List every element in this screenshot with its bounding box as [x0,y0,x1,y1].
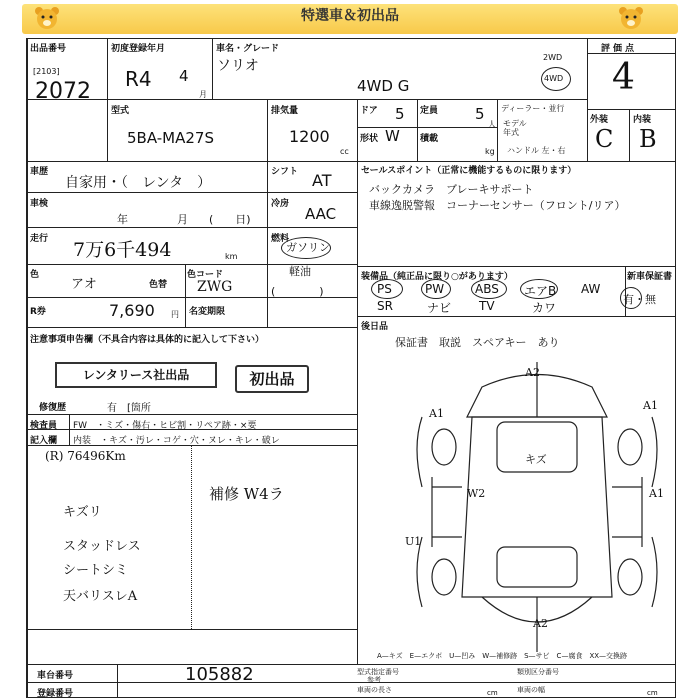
grid-line [27,99,587,100]
stamp-first: 初出品 [235,365,309,393]
equip-airbag: エアB [524,284,557,298]
mileage-value: 7万6千494 [73,239,172,261]
recycle-value: 有・無 [623,293,656,306]
grid-line [212,39,213,99]
equip-abs: ABS [475,282,499,296]
grid-line [185,297,186,327]
inspection-day: ( 日) [209,213,251,226]
grid-line [357,266,675,267]
grid-line [357,127,497,128]
grid-line [117,664,118,697]
after-value: 保証書 取説 スペアキー あり [395,336,560,349]
equipment-label: 装備品（純正品に限り○があります） [361,272,513,282]
equip-tv: TV [479,299,495,313]
fuel-bracket: ( ) [271,285,324,298]
grid-line [587,53,675,54]
car-name: ソリオ [217,58,259,74]
equip-circle [471,279,507,299]
history-value: 自家用・（ レンタ ） [65,175,212,191]
fuel-gas: ガソリン [286,241,330,254]
hw-note-3: シートシミ [63,563,129,578]
equip-sr: SR [377,299,393,313]
grid-line [417,99,418,161]
color-base-label: 色替 [149,280,168,290]
diag-a1-side: A1 [649,487,664,500]
grid-line [587,109,675,110]
dealer-label: ディーラー・並行 [501,104,565,113]
ac-label: 冷房 [271,199,290,209]
footer-class: 類別区分番号 [517,668,559,676]
hw-odometer: (R) 76496Km [45,449,126,463]
inspector-row1: FW ・ミズ・傷右・ヒビ割・リペア跡・×要 [73,421,257,431]
history-label: 車歴 [30,167,49,177]
doors-label: ドア [360,106,378,116]
after-label: 後日品 [361,322,389,332]
equip-circle [421,279,451,299]
chassis-label: 車台番号 [37,671,74,681]
displacement-unit: cc [340,147,349,156]
car-grade: 4WD G [357,77,410,95]
plate-label: 登録番号 [37,689,74,699]
grid-line [27,682,675,683]
exterior-value: C [595,125,614,153]
inspection-label: 車検 [30,199,49,209]
grid-line [357,316,675,317]
lot-number: 2072 [35,79,91,104]
color-label: 色 [30,270,40,280]
model-label: 型式 [111,106,130,116]
registration-year: R4 [125,67,152,91]
hw-note-1: キズリ [63,505,102,520]
footer-length: 車両の長さ [357,686,392,694]
load-unit: kg [485,147,495,156]
color-value: アオ [71,277,97,292]
repair-value: 有 [箇所 [107,403,151,414]
seats-value: 5 [475,105,485,123]
equip-leather: カワ [532,301,557,315]
inspector-row2: 内装 ・キズ・汚レ・コゲ・穴・ヌレ・キレ・破レ [73,436,280,446]
registration-month: 4 [179,67,189,85]
diagram-legend: A—キズ E—エクボ U—凹み W—補修跡 S—サビ C—腐食 XX—交換跡 [377,652,628,660]
sales-label: セールスポイント（正常に機能するものに限ります） [361,166,577,176]
grid-line [185,264,186,297]
footer-ref: 参考 [367,676,381,684]
recycle-label: 新車保証書 [627,272,673,282]
inspection-month: 月 [177,213,188,226]
shift-value: AT [312,171,332,190]
banner-title: 特選車＆初出品 [301,8,399,24]
equip-aw: AW [581,282,601,296]
fuel-label: 燃料 [271,234,290,244]
diag-a1-right: A1 [643,399,658,412]
price-label: R券 [30,307,46,317]
fuel-diesel: 軽油 [289,265,311,278]
equip-navi: ナビ [427,301,452,315]
grid-line [629,109,630,161]
drive-2wd: 2WD [543,53,563,62]
rating-label: 評価点 [601,44,638,54]
equip-circle [520,279,558,299]
chassis-value: 105882 [185,664,254,685]
diag-roof: キズ [525,453,547,466]
equip-ps: PS [377,282,392,296]
grid-line [267,297,268,327]
grid-line [27,192,357,193]
rating-value: 4 [612,57,635,98]
grid-line [27,39,28,697]
inspector-label2: 記入欄 [30,436,58,446]
grid-line [27,327,357,328]
hw-repair-note: 補修 W4ラ [209,485,284,503]
displacement-value: 1200 [289,127,330,146]
diag-w2: W2 [467,487,486,500]
inspector-label: 検査員 [30,421,58,431]
grid-line [27,629,357,630]
shape-label: 形状 [360,134,379,144]
interior-label: 内装 [633,115,652,125]
recycle-circle [620,287,642,309]
seats-label: 定員 [420,106,439,116]
grid-line [27,227,357,228]
grid-line [27,664,675,665]
sales-line1: バックカメラ ブレーキサポート [369,183,534,196]
equip-circle [371,279,403,299]
notes-label: 注意事項申告欄（不具合内容は具体的に記入して下さい） [30,335,265,345]
stamp-rental: レンタリース社出品 [55,362,217,388]
grid-line [27,414,357,415]
grid-line [27,161,675,162]
hw-note-2: スタッドレス [63,539,141,554]
grid-line [69,414,70,445]
grid-line [107,39,108,161]
price-unit: 円 [171,310,179,319]
grid-line [357,99,358,664]
auction-sheet [26,38,676,698]
lot-label: 出品番号 [30,44,67,54]
handle-label: ハンドル 左・右 [507,146,566,155]
grid-line [587,39,588,161]
footer-cm: cm [647,689,658,697]
registration-month-unit: 月 [199,90,207,99]
lot-sub: [2103] [33,67,60,76]
diag-a1-left: A1 [429,407,444,420]
displacement-label: 排気量 [271,106,299,116]
footer-width: 車両の幅 [517,686,545,694]
exterior-label: 外装 [590,115,609,125]
drive-4wd: 4WD [544,74,564,83]
shape-value: W [385,127,400,145]
diag-a2-top: A2 [525,366,540,379]
color-code: ZWG [197,279,233,295]
mileage-label: 走行 [30,234,49,244]
equip-pw: PW [425,282,445,296]
diag-u1: U1 [405,535,422,548]
model-year-label: モデル 年式 [503,119,527,137]
grid-line [191,445,192,629]
footer-model-designation: 型式指定番号 [357,668,399,676]
grid-line [267,99,268,161]
footer-cm: cm [487,689,498,697]
load-label: 積載 [420,134,439,144]
car-label: 車名・グレード [216,44,280,54]
model-value: 5BA-MA27S [127,129,214,147]
doors-value: 5 [395,105,405,123]
color-code-label: 色コード [187,270,224,280]
inspection-year: 年 [117,213,128,226]
diag-a2-bottom: A2 [533,617,548,630]
car-damage-diagram [402,357,672,657]
shift-label: シフト [271,167,299,177]
sales-line2: 車線逸脱警報 コーナーセンサー（フロント/リア） [369,199,626,212]
mileage-unit: km [225,252,238,261]
repair-label: 修復歴 [39,403,67,413]
ac-value: AAC [305,205,337,223]
grid-line [497,99,498,161]
registration-label: 初度登録年月 [111,44,166,54]
interior-value: B [639,125,657,153]
hw-note-4: 天バリスレA [63,589,138,604]
seats-unit: 人 [488,120,496,129]
tax-label: 名変期限 [189,307,226,317]
price-value: 7,690 [109,301,155,320]
